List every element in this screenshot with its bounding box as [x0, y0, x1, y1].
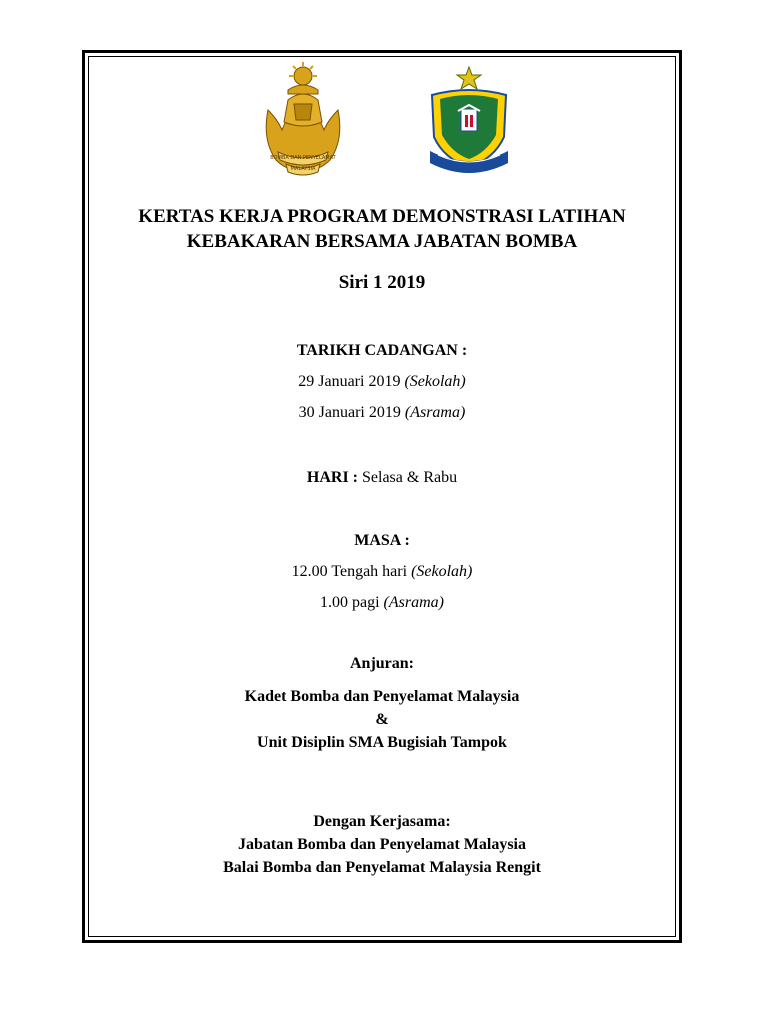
- masa-time-2-value: 1.00 pagi: [320, 593, 380, 611]
- hari-value: Selasa & Rabu: [362, 468, 458, 486]
- masa-time-2-note: (Asrama): [383, 593, 444, 611]
- cover-content: [90, 196, 674, 879]
- masa-section: [90, 525, 674, 618]
- hari-label: HARI :: [306, 468, 358, 486]
- title-line-1: KERTAS KERJA PROGRAM DEMONSTRASI LATIHAN: [138, 206, 626, 227]
- kerjasama-org-1: Jabatan Bomba dan Penyelamat Malaysia: [237, 835, 526, 853]
- kerjasama-org-2: Balai Bomba dan Penyelamat Malaysia Rengit: [223, 858, 541, 876]
- masa-time-1: [90, 556, 674, 587]
- masa-label: MASA :: [354, 531, 410, 549]
- kerjasama-section: [90, 810, 674, 879]
- masa-time-2: [90, 587, 674, 618]
- bomba-emblem-logo: [258, 60, 348, 184]
- bomba-ribbon-bottom-text: MALAYSIA: [290, 166, 316, 172]
- anjuran-section: [90, 648, 674, 754]
- anjuran-label: Anjuran:: [349, 654, 414, 672]
- tarikh-date-2: [90, 397, 674, 428]
- tarikh-date-1-value: 29 Januari 2019: [298, 372, 401, 390]
- tarikh-date-2-value: 30 Januari 2019: [298, 403, 401, 421]
- anjuran-org-2: Unit Disiplin SMA Bugisiah Tampok: [257, 733, 507, 751]
- tarikh-date-1: [90, 366, 674, 397]
- school-crest-logo: [424, 63, 514, 183]
- tarikh-label: TARIKH CADANGAN :: [296, 341, 468, 359]
- hari-line: [90, 462, 674, 493]
- title-line-2: KEBAKARAN BERSAMA JABATAN BOMBA: [186, 231, 578, 252]
- masa-time-1-value: 12.00 Tengah hari: [291, 562, 408, 580]
- series-label: Siri 1 2019: [338, 272, 426, 293]
- tarikh-date-2-note: (Asrama): [404, 403, 466, 421]
- anjuran-amp: &: [375, 710, 389, 728]
- tarikh-date-1-note: (Sekolah): [404, 372, 466, 390]
- anjuran-org-1: Kadet Bomba dan Penyelamat Malaysia: [244, 687, 520, 705]
- bomba-ribbon-top-text: BOMBA DAN PENYELAMAT: [270, 155, 336, 161]
- tarikh-section: [90, 335, 674, 428]
- masa-time-1-note: (Sekolah): [411, 562, 473, 580]
- kerjasama-label: Dengan Kerjasama:: [313, 812, 451, 830]
